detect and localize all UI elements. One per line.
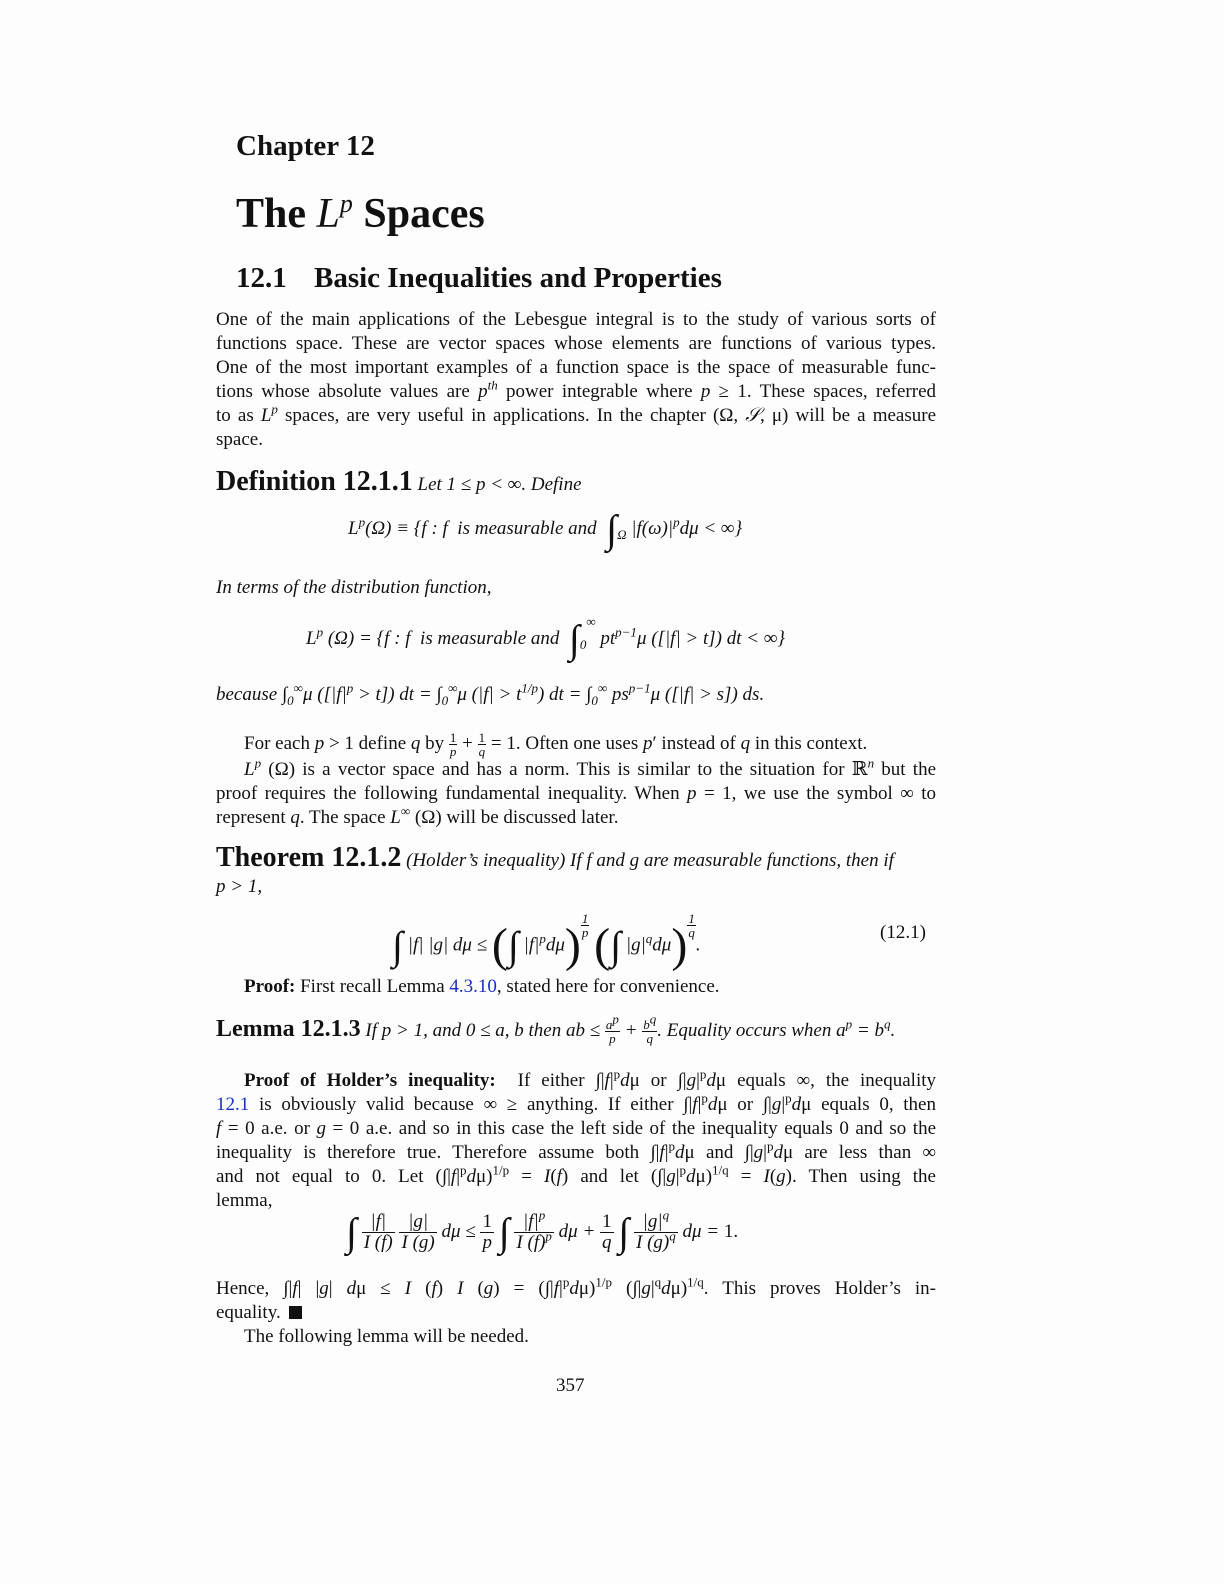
lemma-application-equation: ∫ $\frac{|f|}{I (f)}$ $\frac{|g|}{I (g)}$ dμ ≤ $\frac{1}{p}$ ∫ $\frac{|f|^p}{I (f)^p}$ dμ + $\frac{1}{q}$ ∫ $\frac{|g|^q}{I (g)^q}$ dμ = 1.	[346, 1207, 739, 1255]
definition-statement: Let 1 ≤ p < ∞. Define	[417, 474, 582, 495]
because-line: because $\int_0^\infty\mu$ $([|f|^p > t])$ dt = $\int_0^\infty\mu$ $(|f| > t^{1/p})$ dt = $\int_0^\infty$ $ps^{p-1}\mu$ ([|f| > s]) ds.	[216, 680, 765, 708]
equation-reference-link[interactable]: 12.1	[216, 1094, 250, 1115]
section-heading: Basic Inequalities and Properties	[314, 262, 722, 294]
lemma-reference-link[interactable]: 4.3.10	[449, 976, 497, 997]
definition-equation-1: $L^p(\Omega) \equiv \{f$ : f is measurable and $\int_\Omega$ $|f(\omega)|^pd\mu$ < ∞}	[348, 506, 743, 552]
chapter-title: The $L^p$ Spaces	[236, 189, 485, 237]
section-title	[236, 262, 722, 295]
definition-header	[216, 466, 582, 498]
theorem-statement: (Holder’s inequality) If f and g are measurable functions, then if	[406, 850, 894, 871]
equation-number: (12.1)	[880, 922, 926, 943]
intro-paragraph: One of the main applications of the Lebesgue integral is to the study of various sorts of functions space. These are vector spaces whose elements are functions of various types. One of the most important examples of a function space is the space of measurable func- tions whose absolute values are $p^{th}$ power integrable where p ≥ 1. These spaces, referred to as $L^p$ spaces, are very useful in applications. In the chapter (Ω, 𝒮, μ) will be a measure space.	[216, 309, 937, 450]
lemma-header: Lemma 12.1.3 If p > 1, and 0 ≤ a, b then ab ≤ $\frac{a^p}{p}$ + $\frac{b^q}{q}$ . Equality occurs when $a^p = b^q$.	[216, 1011, 896, 1047]
distribution-text: In terms of the distribution function,	[216, 577, 492, 598]
theorem-label: Theorem 12.1.2	[216, 842, 402, 873]
lemma-label: Lemma 12.1.3	[216, 1016, 361, 1042]
hence-paragraph: Hence, ∫|f| |g| dμ ≤ I (f) I $(g) = (\int|f|^pd\mu)^{1/p}$ $(\int|g|^qd\mu)^{1/q}$. This proves Holder’s in- equality. The following lemma will be needed.	[216, 1274, 936, 1347]
definition-label: Definition 12.1.1	[216, 466, 413, 497]
qed-square-icon	[289, 1306, 302, 1319]
chapter-label: Chapter 12	[236, 130, 375, 162]
page-number: 357	[556, 1375, 585, 1396]
theorem-condition: p > 1,	[216, 876, 263, 897]
holder-equation: ∫ |f| |g| dμ ≤ (∫ $|f|^pd\mu$) $^{\frac{1}{p}}$ (∫ $|g|^qd\mu$) $^{\frac{1}{q}}$ .	[392, 911, 701, 973]
theorem-header	[216, 842, 936, 900]
holder-proof: Proof of Holder’s inequality: If either $\int|f|^pd\mu$ or $\int|g|^pd\mu$ equals ∞, the inequality 12.1 is obviously valid because ∞ ≥ anything. If either $\int|f|^pd\mu$ or $\int|g|^pd\mu$ equals 0, then f = 0 a.e. or g = 0 a.e. and so in this case the left side of the inequality equals 0 and so the inequality is therefore true. Therefore assume both $\int|f|^pd\mu$ and $\int|g|^pd\mu$ are less than ∞ and not equal to 0. Let $(\int|f|^pd\mu)^{1/p} = I(f)$ and let $(\int|g|^pd\mu)^{1/q} = I(g)$. Then using the lemma,	[216, 1066, 937, 1211]
proof-intro: Proof: First recall Lemma 4.3.10, stated here for convenience.	[244, 976, 720, 997]
paragraph-2: For each p > 1 define q by $\frac{1}{p}$ + $\frac{1}{q}$ = 1. Often one uses p′ instead of q in this context. $L^p$ (Ω) is a vector space and has a norm. This is similar to the situation for ℝ$^n$ but the proof requires the following fundamental inequality. When p = 1, we use the symbol ∞ to represent q. The space L∞ (Ω) will be discussed later.	[216, 730, 937, 828]
section-number: 12.1	[236, 262, 287, 294]
definition-equation-2: $L^p$ (Ω) = {f : f is measurable and $\int_0^\infty$ $pt^{p-1}\mu$ ([|f| > t]) dt < ∞}	[306, 614, 786, 662]
